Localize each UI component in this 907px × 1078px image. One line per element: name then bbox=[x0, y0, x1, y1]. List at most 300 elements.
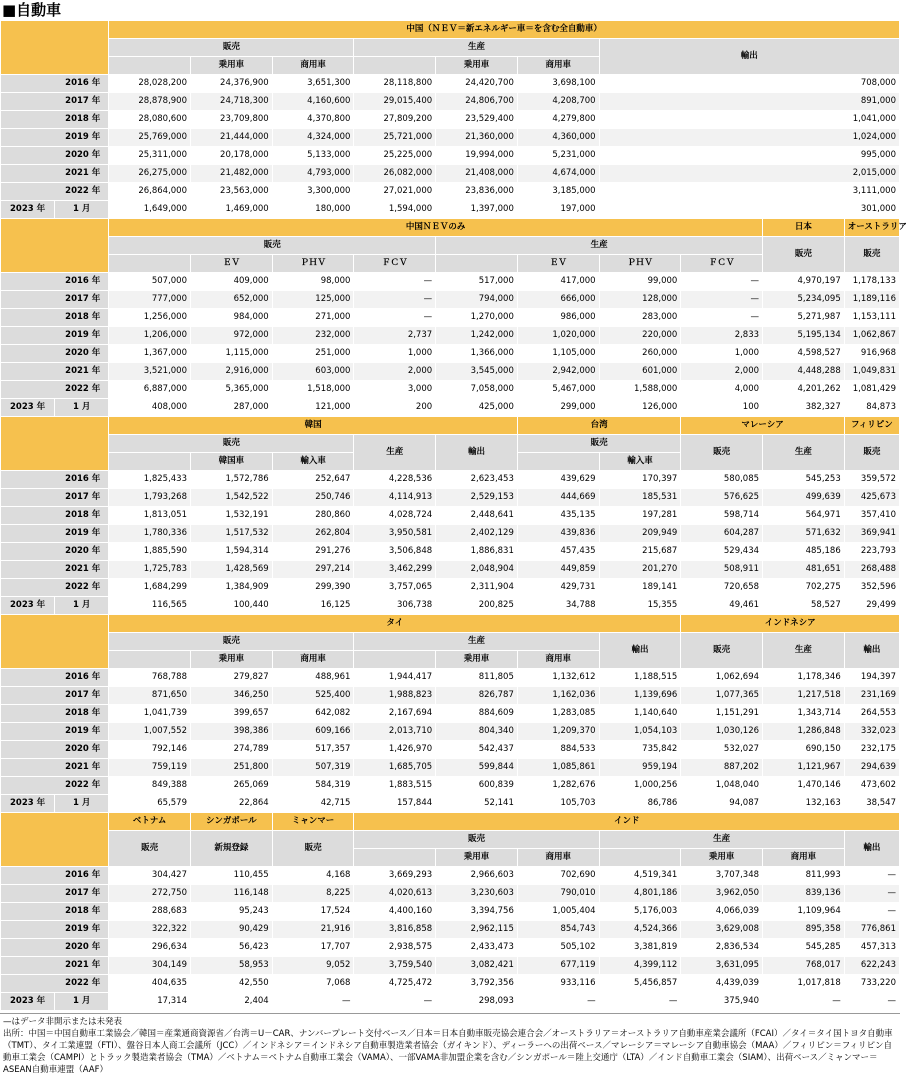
value-cell: 58,527 bbox=[763, 597, 845, 615]
value-cell: 3,757,065 bbox=[354, 579, 436, 597]
header-export: 輸出 bbox=[599, 633, 681, 669]
value-cell: 306,738 bbox=[354, 597, 436, 615]
value-cell: 25,721,000 bbox=[354, 129, 436, 147]
value-cell: 473,602 bbox=[844, 777, 899, 795]
value-cell: 666,000 bbox=[517, 291, 599, 309]
value-cell: 1,206,000 bbox=[109, 327, 191, 345]
header-myanmar: ミャンマー bbox=[272, 813, 354, 831]
value-cell: 265,069 bbox=[191, 777, 273, 795]
table-row bbox=[1, 273, 900, 291]
value-cell: 332,023 bbox=[844, 723, 899, 741]
value-cell: 170,397 bbox=[599, 471, 681, 489]
value-cell: 262,804 bbox=[272, 525, 354, 543]
year-label: 2021 年 bbox=[1, 957, 109, 975]
value-cell: 3,629,008 bbox=[681, 921, 763, 939]
value-cell: 2,433,473 bbox=[436, 939, 518, 957]
header-export: 輸出 bbox=[844, 633, 899, 669]
value-cell: 399,657 bbox=[191, 705, 273, 723]
table-row bbox=[1, 777, 900, 795]
value-cell: 2,048,904 bbox=[436, 561, 518, 579]
value-cell: 27,021,000 bbox=[354, 183, 436, 201]
value-cell: 382,327 bbox=[763, 399, 845, 417]
value-cell: — bbox=[354, 273, 436, 291]
value-cell: 252,647 bbox=[272, 471, 354, 489]
value-cell: 194,397 bbox=[844, 669, 899, 687]
value-cell: 916,968 bbox=[844, 345, 899, 363]
header-new-registration: 新規登録 bbox=[191, 831, 273, 867]
value-cell: 408,000 bbox=[109, 399, 191, 417]
value-cell: 251,000 bbox=[272, 345, 354, 363]
value-cell: 4,970,197 bbox=[763, 273, 845, 291]
header-sales: 販売 bbox=[844, 237, 899, 273]
table-row bbox=[1, 741, 900, 759]
value-cell: 116,565 bbox=[109, 597, 191, 615]
value-cell: 3,759,540 bbox=[354, 957, 436, 975]
value-cell: 1,885,590 bbox=[109, 543, 191, 561]
header-phv: ＰＨＶ bbox=[272, 255, 354, 273]
value-cell: 132,163 bbox=[763, 795, 845, 813]
value-cell: 375,940 bbox=[681, 993, 763, 1011]
value-cell: 652,000 bbox=[191, 291, 273, 309]
value-cell: 26,864,000 bbox=[109, 183, 191, 201]
value-cell: 8,225 bbox=[272, 885, 354, 903]
value-cell: 3,300,000 bbox=[272, 183, 354, 201]
value-cell: 65,579 bbox=[109, 795, 191, 813]
value-cell: 3,000 bbox=[354, 381, 436, 399]
value-cell: 505,102 bbox=[517, 939, 599, 957]
value-cell: 3,669,293 bbox=[354, 867, 436, 885]
value-cell: 1,062,694 bbox=[681, 669, 763, 687]
header-sales: 販売 bbox=[681, 435, 763, 471]
value-cell: 564,971 bbox=[763, 507, 845, 525]
table-row bbox=[1, 363, 900, 381]
value-cell: 209,949 bbox=[599, 525, 681, 543]
value-cell: 280,860 bbox=[272, 507, 354, 525]
value-cell: 1,041,739 bbox=[109, 705, 191, 723]
table-row bbox=[1, 615, 900, 633]
header-sales: 販売 bbox=[354, 831, 599, 849]
header-sales: 販売 bbox=[272, 831, 354, 867]
value-cell: 4,020,613 bbox=[354, 885, 436, 903]
table-row bbox=[1, 219, 900, 237]
value-cell: 622,243 bbox=[844, 957, 899, 975]
year-label: 2023 年 bbox=[1, 399, 55, 417]
value-cell: 346,250 bbox=[191, 687, 273, 705]
header-blank bbox=[354, 57, 436, 75]
header-ev: ＥＶ bbox=[191, 255, 273, 273]
value-cell: 794,000 bbox=[436, 291, 518, 309]
value-cell: 298,093 bbox=[436, 993, 518, 1011]
value-cell: 24,376,900 bbox=[191, 75, 273, 93]
value-cell: 38,547 bbox=[844, 795, 899, 813]
value-cell: 4,324,000 bbox=[272, 129, 354, 147]
value-cell: 98,000 bbox=[272, 273, 354, 291]
header-commercial: 商用車 bbox=[272, 57, 354, 75]
value-cell: 157,844 bbox=[354, 795, 436, 813]
value-cell: 429,731 bbox=[517, 579, 599, 597]
value-cell: 3,950,581 bbox=[354, 525, 436, 543]
value-cell: 1,030,126 bbox=[681, 723, 763, 741]
value-cell: 871,650 bbox=[109, 687, 191, 705]
table-row bbox=[1, 579, 900, 597]
header-philippines: フィリピン bbox=[844, 417, 899, 435]
value-cell: 1,588,000 bbox=[599, 381, 681, 399]
header-import: 輸入車 bbox=[599, 453, 681, 471]
header-sales: 販売 bbox=[763, 237, 845, 273]
value-cell: 3,462,299 bbox=[354, 561, 436, 579]
value-cell: 7,068 bbox=[272, 975, 354, 993]
header-australia: オーストラリア bbox=[844, 219, 899, 237]
value-cell: 287,000 bbox=[191, 399, 273, 417]
value-cell: 121,000 bbox=[272, 399, 354, 417]
value-cell: 584,319 bbox=[272, 777, 354, 795]
header-blank bbox=[436, 255, 518, 273]
value-cell: 232,175 bbox=[844, 741, 899, 759]
value-cell: 5,133,000 bbox=[272, 147, 354, 165]
value-cell: 720,658 bbox=[681, 579, 763, 597]
value-cell: 576,625 bbox=[681, 489, 763, 507]
value-cell: 4,160,600 bbox=[272, 93, 354, 111]
value-cell: 2,938,575 bbox=[354, 939, 436, 957]
header-india: インド bbox=[354, 813, 900, 831]
value-cell: 5,271,987 bbox=[763, 309, 845, 327]
table-row bbox=[1, 75, 900, 93]
value-cell: 357,410 bbox=[844, 507, 899, 525]
header-import: 輸入車 bbox=[272, 453, 354, 471]
value-cell: 488,961 bbox=[272, 669, 354, 687]
table-row bbox=[1, 93, 900, 111]
value-cell: 1,542,522 bbox=[191, 489, 273, 507]
value-cell: 3,816,858 bbox=[354, 921, 436, 939]
value-cell: 2,000 bbox=[354, 363, 436, 381]
value-cell: 1,367,000 bbox=[109, 345, 191, 363]
header-production: 生産 bbox=[436, 237, 763, 255]
value-cell: 4,448,288 bbox=[763, 363, 845, 381]
value-cell: 571,632 bbox=[763, 525, 845, 543]
value-cell: 1,282,676 bbox=[517, 777, 599, 795]
header-production: 生産 bbox=[354, 435, 436, 471]
value-cell: 21,482,000 bbox=[191, 165, 273, 183]
year-label: 2019 年 bbox=[1, 327, 109, 345]
year-label: 2017 年 bbox=[1, 687, 109, 705]
table-row bbox=[1, 669, 900, 687]
year-label: 2017 年 bbox=[1, 291, 109, 309]
value-cell: 1,685,705 bbox=[354, 759, 436, 777]
value-cell: 1,005,404 bbox=[517, 903, 599, 921]
value-cell: 1,007,552 bbox=[109, 723, 191, 741]
value-cell: 409,000 bbox=[191, 273, 273, 291]
value-cell: 1,188,515 bbox=[599, 669, 681, 687]
table-row bbox=[1, 381, 900, 399]
value-cell: 435,135 bbox=[517, 507, 599, 525]
table-row bbox=[1, 165, 900, 183]
header-production: 生産 bbox=[763, 435, 845, 471]
value-cell: 1,469,000 bbox=[191, 201, 273, 219]
value-cell: 29,015,400 bbox=[354, 93, 436, 111]
value-cell: 1,062,867 bbox=[844, 327, 899, 345]
year-label: 2022 年 bbox=[1, 777, 109, 795]
value-cell: 15,355 bbox=[599, 597, 681, 615]
table-row bbox=[1, 561, 900, 579]
header-blank bbox=[354, 849, 436, 867]
table-row bbox=[1, 147, 900, 165]
value-cell: 444,669 bbox=[517, 489, 599, 507]
header-sales: 販売 bbox=[109, 633, 354, 651]
header-vietnam: ベトナム bbox=[109, 813, 191, 831]
value-cell: 1,139,696 bbox=[599, 687, 681, 705]
value-cell: 3,185,000 bbox=[517, 183, 599, 201]
value-cell: 3,082,421 bbox=[436, 957, 518, 975]
table-row bbox=[1, 921, 900, 939]
value-cell: 3,521,000 bbox=[109, 363, 191, 381]
table-row bbox=[1, 309, 900, 327]
header-sales: 販売 bbox=[109, 39, 354, 57]
header-sales: 販売 bbox=[109, 435, 354, 453]
month-label: 1 月 bbox=[55, 795, 109, 813]
table-row bbox=[1, 111, 900, 129]
value-cell: 439,629 bbox=[517, 471, 599, 489]
header-sales: 販売 bbox=[844, 435, 899, 471]
value-cell: — bbox=[681, 309, 763, 327]
value-cell: 2,962,115 bbox=[436, 921, 518, 939]
value-cell: 274,789 bbox=[191, 741, 273, 759]
value-cell: 1,048,040 bbox=[681, 777, 763, 795]
year-label: 2018 年 bbox=[1, 111, 109, 129]
value-cell: — bbox=[354, 291, 436, 309]
value-cell: 21,360,000 bbox=[436, 129, 518, 147]
year-label: 2021 年 bbox=[1, 165, 109, 183]
value-cell: 417,000 bbox=[517, 273, 599, 291]
corner-cell bbox=[1, 219, 109, 273]
header-passenger: 乗用車 bbox=[681, 849, 763, 867]
value-cell: 299,000 bbox=[517, 399, 599, 417]
value-cell: 21,408,000 bbox=[436, 165, 518, 183]
header-passenger: 乗用車 bbox=[436, 651, 518, 669]
value-cell: 21,444,000 bbox=[191, 129, 273, 147]
header-production: 生産 bbox=[763, 633, 845, 669]
value-cell: 1,283,085 bbox=[517, 705, 599, 723]
value-cell: 4,801,186 bbox=[599, 885, 681, 903]
month-label: 1 月 bbox=[55, 597, 109, 615]
year-label: 2020 年 bbox=[1, 741, 109, 759]
value-cell: 580,085 bbox=[681, 471, 763, 489]
table-row bbox=[1, 831, 900, 849]
value-cell: 128,000 bbox=[599, 291, 681, 309]
value-cell: 28,080,600 bbox=[109, 111, 191, 129]
header-korean-car: 韓国車 bbox=[191, 453, 273, 471]
value-cell: 4,598,527 bbox=[763, 345, 845, 363]
table-row bbox=[1, 543, 900, 561]
year-label: 2016 年 bbox=[1, 669, 109, 687]
table-row bbox=[1, 345, 900, 363]
value-cell: 1,162,036 bbox=[517, 687, 599, 705]
value-cell: 2,167,694 bbox=[354, 705, 436, 723]
value-cell: 759,119 bbox=[109, 759, 191, 777]
value-cell: 1,397,000 bbox=[436, 201, 518, 219]
header-malaysia: マレーシア bbox=[681, 417, 844, 435]
value-cell: 3,707,348 bbox=[681, 867, 763, 885]
header-indonesia: インドネシア bbox=[681, 615, 900, 633]
value-cell: 268,488 bbox=[844, 561, 899, 579]
year-label: 2021 年 bbox=[1, 759, 109, 777]
header-blank bbox=[109, 57, 191, 75]
header-japan: 日本 bbox=[763, 219, 845, 237]
value-cell: 425,673 bbox=[844, 489, 899, 507]
value-cell: 4,279,800 bbox=[517, 111, 599, 129]
value-cell: 264,553 bbox=[844, 705, 899, 723]
value-cell: 690,150 bbox=[763, 741, 845, 759]
header-blank bbox=[109, 255, 191, 273]
table-row bbox=[1, 975, 900, 993]
corner-cell bbox=[1, 21, 109, 75]
table-row bbox=[1, 813, 900, 831]
table-row bbox=[1, 471, 900, 489]
value-cell: 100,440 bbox=[191, 597, 273, 615]
value-cell: 116,148 bbox=[191, 885, 273, 903]
value-cell: 4,028,724 bbox=[354, 507, 436, 525]
value-cell: 4,228,536 bbox=[354, 471, 436, 489]
value-cell: 1,115,000 bbox=[191, 345, 273, 363]
value-cell: 1,470,146 bbox=[763, 777, 845, 795]
table-row bbox=[1, 237, 900, 255]
value-cell: 933,116 bbox=[517, 975, 599, 993]
value-cell: 1,105,000 bbox=[517, 345, 599, 363]
value-cell: 28,878,900 bbox=[109, 93, 191, 111]
header-commercial: 商用車 bbox=[272, 651, 354, 669]
value-cell: 449,859 bbox=[517, 561, 599, 579]
value-cell: 19,994,000 bbox=[436, 147, 518, 165]
value-cell: 517,357 bbox=[272, 741, 354, 759]
value-cell: 777,000 bbox=[109, 291, 191, 309]
value-cell: 22,864 bbox=[191, 795, 273, 813]
value-cell: 995,000 bbox=[599, 147, 899, 165]
table-row bbox=[1, 687, 900, 705]
value-cell: 283,000 bbox=[599, 309, 681, 327]
table-row bbox=[1, 201, 900, 219]
value-cell: 304,427 bbox=[109, 867, 191, 885]
value-cell: 708,000 bbox=[599, 75, 899, 93]
value-cell: 299,390 bbox=[272, 579, 354, 597]
value-cell: 34,788 bbox=[517, 597, 599, 615]
year-label: 2022 年 bbox=[1, 381, 109, 399]
value-cell: 2,833 bbox=[681, 327, 763, 345]
value-cell: 1,286,848 bbox=[763, 723, 845, 741]
value-cell: 1,242,000 bbox=[436, 327, 518, 345]
value-cell: 600,839 bbox=[436, 777, 518, 795]
value-cell: 1,684,299 bbox=[109, 579, 191, 597]
value-cell: 4,519,341 bbox=[599, 867, 681, 885]
table-row bbox=[1, 507, 900, 525]
value-cell: 1,024,000 bbox=[599, 129, 899, 147]
value-cell: 3,962,050 bbox=[681, 885, 763, 903]
value-cell: 603,000 bbox=[272, 363, 354, 381]
value-cell: — bbox=[517, 993, 599, 1011]
value-cell: 52,141 bbox=[436, 795, 518, 813]
value-cell: 90,429 bbox=[191, 921, 273, 939]
table-row bbox=[1, 957, 900, 975]
value-cell: 27,809,200 bbox=[354, 111, 436, 129]
value-cell: 28,118,800 bbox=[354, 75, 436, 93]
value-cell: 3,111,000 bbox=[599, 183, 899, 201]
value-cell: 3,631,095 bbox=[681, 957, 763, 975]
month-label: 1 月 bbox=[55, 201, 109, 219]
header-fcv: ＦＣＶ bbox=[354, 255, 436, 273]
value-cell: 231,169 bbox=[844, 687, 899, 705]
value-cell: 811,805 bbox=[436, 669, 518, 687]
value-cell: 507,319 bbox=[272, 759, 354, 777]
value-cell: 5,195,134 bbox=[763, 327, 845, 345]
value-cell: 250,746 bbox=[272, 489, 354, 507]
value-cell: 1,178,346 bbox=[763, 669, 845, 687]
table-row bbox=[1, 903, 900, 921]
value-cell: 26,275,000 bbox=[109, 165, 191, 183]
header-blank bbox=[599, 849, 681, 867]
value-cell: 125,000 bbox=[272, 291, 354, 309]
month-label: 1 月 bbox=[55, 399, 109, 417]
table-row bbox=[1, 399, 900, 417]
value-cell: 5,467,000 bbox=[517, 381, 599, 399]
value-cell: 826,787 bbox=[436, 687, 518, 705]
value-cell: 3,381,819 bbox=[599, 939, 681, 957]
value-cell: — bbox=[681, 273, 763, 291]
value-cell: 2,000 bbox=[681, 363, 763, 381]
value-cell: 884,533 bbox=[517, 741, 599, 759]
value-cell: 4,114,913 bbox=[354, 489, 436, 507]
value-cell: 609,166 bbox=[272, 723, 354, 741]
header-blank bbox=[517, 453, 599, 471]
value-cell: 1,366,000 bbox=[436, 345, 518, 363]
value-cell: 369,941 bbox=[844, 525, 899, 543]
value-cell: 5,234,095 bbox=[763, 291, 845, 309]
value-cell: 532,027 bbox=[681, 741, 763, 759]
value-cell: 1,000 bbox=[681, 345, 763, 363]
value-cell: — bbox=[354, 309, 436, 327]
value-cell: 529,434 bbox=[681, 543, 763, 561]
value-cell: 2,916,000 bbox=[191, 363, 273, 381]
value-cell: 26,082,000 bbox=[354, 165, 436, 183]
value-cell: 1,988,823 bbox=[354, 687, 436, 705]
value-cell: 735,842 bbox=[599, 741, 681, 759]
value-cell: 25,769,000 bbox=[109, 129, 191, 147]
year-label: 2018 年 bbox=[1, 309, 109, 327]
value-cell: 3,394,756 bbox=[436, 903, 518, 921]
header-commercial: 商用車 bbox=[517, 57, 599, 75]
value-cell: 2,015,000 bbox=[599, 165, 899, 183]
corner-cell bbox=[1, 813, 109, 867]
value-cell: 1,343,714 bbox=[763, 705, 845, 723]
page-title: ■自動車 bbox=[2, 1, 62, 19]
footnote-legend: —はデータ非開示または未発表 bbox=[3, 1017, 123, 1027]
value-cell: 1,518,000 bbox=[272, 381, 354, 399]
value-cell: 7,058,000 bbox=[436, 381, 518, 399]
value-cell: 1,109,964 bbox=[763, 903, 845, 921]
value-cell: — bbox=[763, 993, 845, 1011]
value-cell: 1,780,336 bbox=[109, 525, 191, 543]
table-row bbox=[1, 723, 900, 741]
year-label: 2020 年 bbox=[1, 543, 109, 561]
header-blank bbox=[109, 651, 191, 669]
year-label: 2020 年 bbox=[1, 147, 109, 165]
year-label: 2023 年 bbox=[1, 201, 55, 219]
value-cell: 439,836 bbox=[517, 525, 599, 543]
table-row bbox=[1, 867, 900, 885]
value-cell: 545,253 bbox=[763, 471, 845, 489]
value-cell: 94,087 bbox=[681, 795, 763, 813]
value-cell: 201,270 bbox=[599, 561, 681, 579]
value-cell: 24,718,300 bbox=[191, 93, 273, 111]
table-row bbox=[1, 489, 900, 507]
value-cell: 776,861 bbox=[844, 921, 899, 939]
